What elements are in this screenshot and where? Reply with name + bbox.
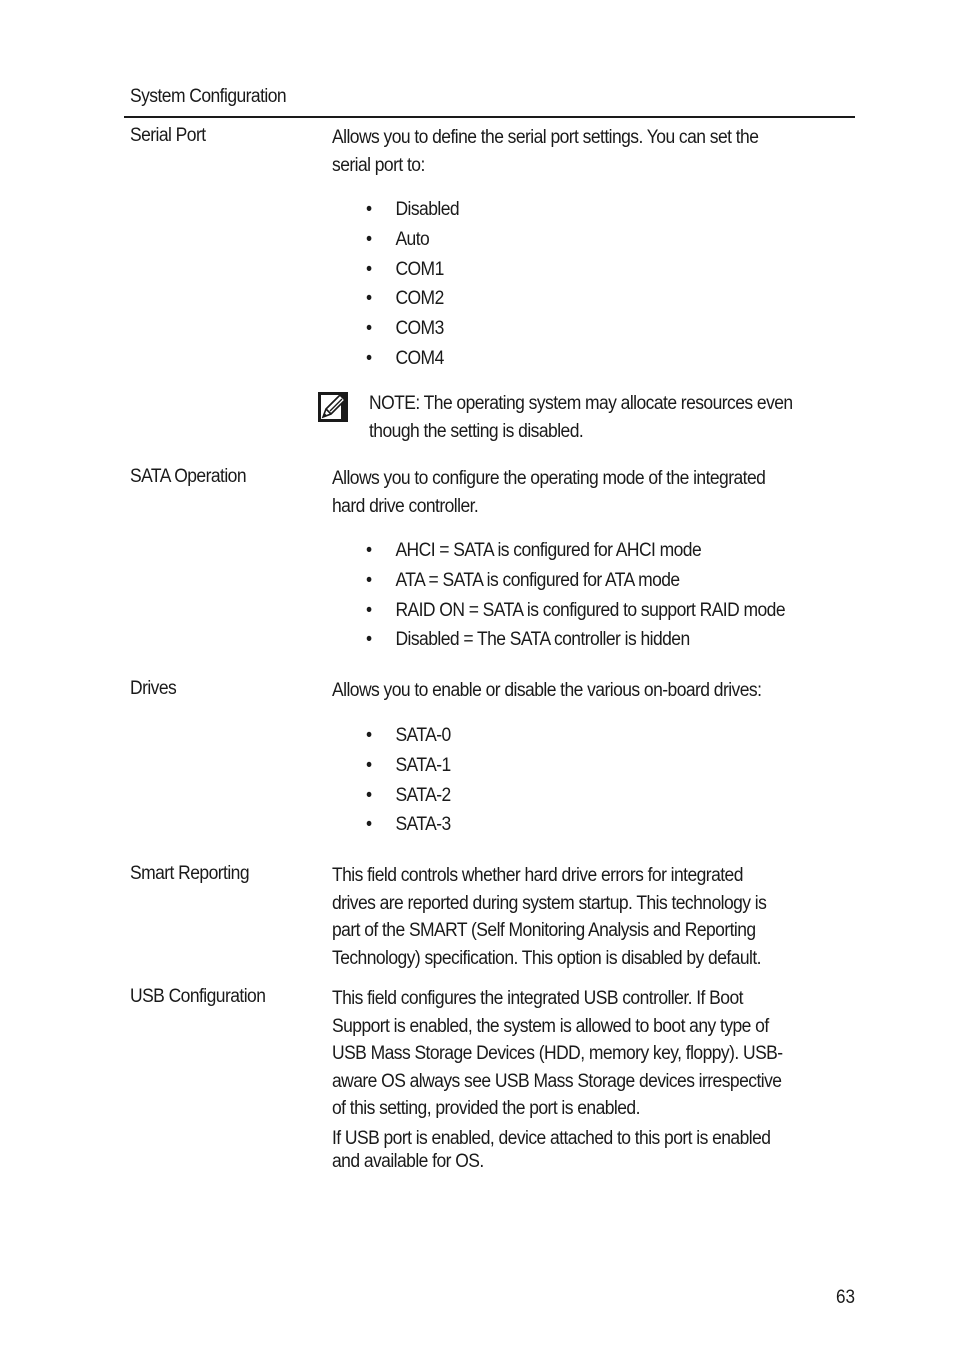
bullet: • [366, 288, 372, 310]
desc-line: If USB port is enabled, device attached to this port is enabled [332, 1128, 771, 1149]
desc-line: Allows you to define the serial port settings. You can set the [332, 127, 759, 148]
list-item-text: SATA-3 [395, 814, 451, 836]
bullet: • [366, 199, 372, 220]
drives-options [366, 721, 451, 840]
desc-line: This field configures the integrated USB controller. If Boot [332, 988, 743, 1009]
list-item [366, 536, 785, 566]
list-item [366, 314, 459, 344]
list-item-text: Auto [395, 228, 430, 250]
smart-reporting-description [332, 862, 766, 972]
list-item-text: SATA-0 [395, 725, 451, 746]
list-item-text: Disabled = The SATA controller is hidden [395, 629, 690, 651]
note-line [369, 390, 793, 418]
list-item [366, 255, 459, 285]
list-item [366, 195, 459, 225]
list-item-text: AHCI = SATA is configured for AHCI mode [395, 540, 702, 561]
list-item [366, 284, 459, 314]
desc-line: hard drive controller. [332, 495, 479, 517]
bullet: • [366, 629, 372, 651]
list-item [366, 566, 785, 596]
list-item [366, 596, 785, 626]
section-title: System Configuration [130, 86, 287, 107]
smart-reporting-label: Smart Reporting [130, 863, 249, 884]
list-item-text: ATA = SATA is configured for ATA mode [395, 569, 680, 591]
note-text [369, 390, 793, 446]
list-item [366, 751, 451, 781]
desc-line: Support is enabled, the system is allowed to boot any type of [332, 1015, 769, 1037]
note-body: The operating system may allocate resources even [423, 393, 793, 414]
list-item [366, 810, 451, 840]
list-item-text: RAID ON = SATA is configured to support RAID mode [395, 599, 786, 621]
serial-port-options [366, 195, 459, 374]
bullet: • [366, 318, 372, 340]
list-item [366, 781, 451, 811]
bullet: • [366, 540, 372, 561]
sata-operation-label: SATA Operation [130, 466, 246, 487]
bullet: • [366, 258, 372, 280]
list-item [366, 225, 459, 255]
list-item-text: COM1 [395, 258, 444, 280]
list-item-text: COM4 [395, 347, 444, 369]
desc-line: Technology) specification. This option is disabled by default. [332, 947, 761, 969]
desc-line: aware OS always see USB Mass Storage devices irrespective [332, 1070, 782, 1092]
pencil-note-icon [318, 392, 348, 422]
desc-line: Allows you to configure the operating mode of the integrated [332, 468, 766, 489]
desc-line: drives are reported during system startup. This technology is [332, 892, 767, 914]
list-item [366, 625, 785, 655]
page-number: 63 [836, 1287, 856, 1308]
usb-configuration-description [332, 985, 783, 1123]
note-label: NOTE: [369, 393, 420, 414]
list-item-text: COM2 [395, 288, 444, 310]
usb-configuration-note [332, 1127, 770, 1173]
note-line: though the setting is disabled. [369, 421, 584, 442]
sata-operation-description [332, 465, 765, 520]
bullet: • [366, 599, 372, 621]
serial-port-description [332, 124, 758, 179]
serial-port-label: Serial Port [130, 125, 206, 146]
desc-line: Allows you to enable or disable the various on-board drives: [332, 680, 762, 701]
bullet: • [366, 228, 372, 250]
list-item-text: SATA-2 [395, 784, 451, 806]
desc-line: This field controls whether hard drive errors for integrated [332, 865, 743, 886]
list-item-text: COM3 [395, 318, 444, 340]
bullet: • [366, 754, 372, 776]
bullet: • [366, 569, 372, 591]
desc-line: and available for OS. [332, 1151, 484, 1172]
bullet: • [366, 784, 372, 806]
drives-description [332, 677, 761, 705]
desc-line: part of the SMART (Self Monitoring Analysis and Reporting [332, 920, 756, 941]
list-item [366, 721, 451, 751]
list-item-text: SATA-1 [395, 754, 451, 776]
bullet: • [366, 814, 372, 836]
bullet: • [366, 725, 372, 746]
header-rule [124, 116, 855, 118]
bullet: • [366, 347, 372, 369]
sata-operation-options [366, 536, 785, 655]
desc-line: serial port to: [332, 154, 425, 176]
desc-line: of this setting, provided the port is enabled. [332, 1098, 640, 1119]
desc-line: USB Mass Storage Devices (HDD, memory key, floppy). USB- [332, 1043, 783, 1064]
list-item [366, 344, 459, 374]
drives-label: Drives [130, 678, 177, 699]
usb-configuration-label: USB Configuration [130, 986, 266, 1007]
list-item-text: Disabled [395, 199, 460, 220]
